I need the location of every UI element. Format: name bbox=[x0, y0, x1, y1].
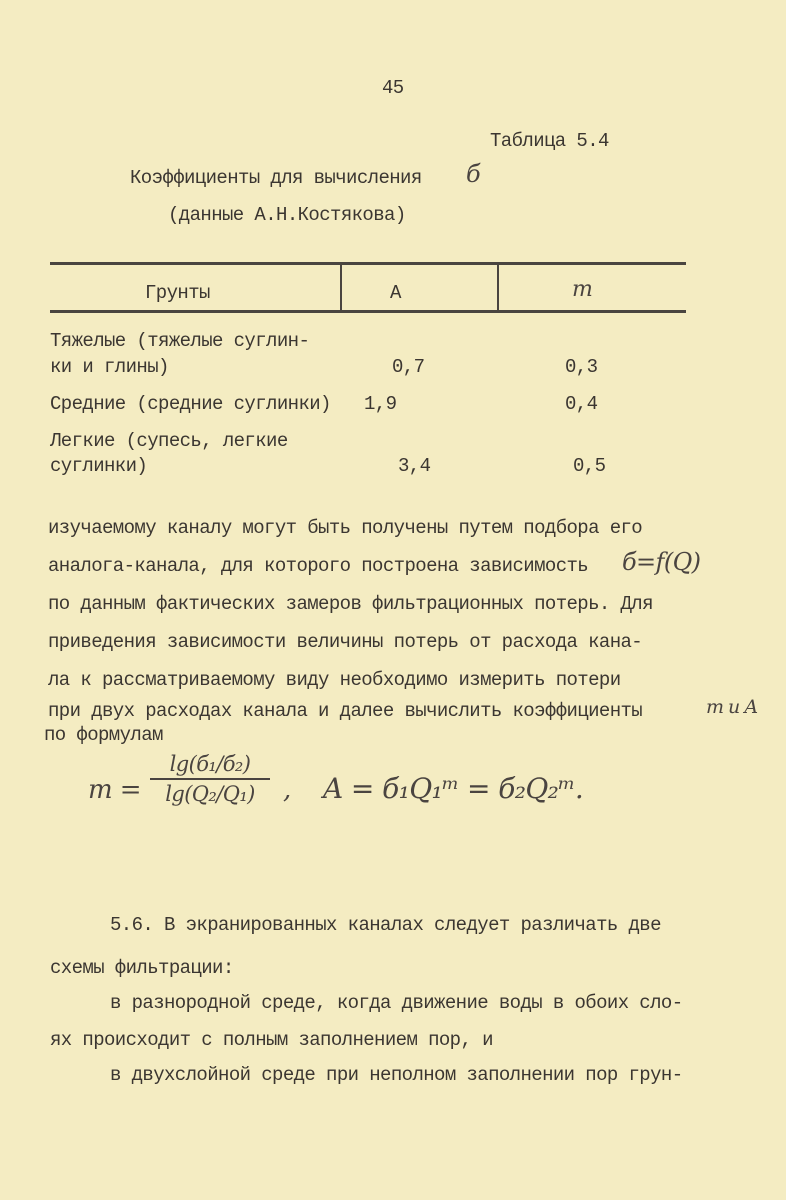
row-a-value: 0,7 bbox=[392, 356, 425, 378]
row-m-value: 0,5 bbox=[573, 455, 606, 477]
row-soil: Легкие (супесь, легкие bbox=[50, 430, 288, 452]
text-line: схемы фильтрации: bbox=[50, 957, 234, 979]
row-soil: Средние (средние суглинки) bbox=[50, 393, 331, 415]
formula-a: A = б₁Q₁ᵐ = б₂Q₂ᵐ. bbox=[323, 772, 584, 805]
table-top-rule bbox=[50, 262, 686, 265]
sigma-symbol: б bbox=[466, 160, 481, 188]
text-line: по данным фактических замеров фильтрационных потерь. Для bbox=[48, 593, 653, 615]
formula-m-lhs: m = bbox=[88, 775, 141, 805]
table-title: Коэффициенты для вычисления bbox=[130, 167, 422, 189]
text-line: в разнородной среде, когда движение воды в обоих сло- bbox=[110, 992, 683, 1014]
inline-coefficients: m и A bbox=[706, 696, 758, 718]
text-line: изучаемому каналу могут быть получены путем подбора его bbox=[48, 517, 643, 539]
text-line: в двухслойной среде при неполном заполнении пор грун- bbox=[110, 1064, 683, 1086]
text-line: ла к рассматриваемому виду необходимо измерить потери bbox=[48, 669, 621, 691]
formula-m-fraction bbox=[150, 752, 270, 806]
row-a-value: 3,4 bbox=[398, 455, 431, 477]
table-label: Таблица 5.4 bbox=[490, 130, 609, 152]
fraction-bar bbox=[150, 778, 270, 780]
formula-numerator: lg(б₁/б₂) bbox=[169, 752, 251, 776]
row-m-value: 0,3 bbox=[565, 356, 598, 378]
formula-separator: , bbox=[283, 775, 291, 805]
table-header-rule bbox=[50, 310, 686, 313]
text-line: 5.6. В экранированных каналах следует различать две bbox=[110, 914, 661, 936]
row-soil: суглинки) bbox=[50, 455, 148, 477]
text-line: по формулам bbox=[44, 724, 163, 746]
row-a-value: 1,9 bbox=[364, 393, 397, 415]
text-line: приведения зависимости величины потерь от расхода кана- bbox=[48, 631, 643, 653]
header-m: m bbox=[572, 277, 593, 302]
header-soils: Грунты bbox=[145, 282, 210, 304]
text-line: аналога-канала, для которого построена зависимость bbox=[48, 555, 589, 577]
column-divider bbox=[340, 262, 342, 312]
inline-formula: б=f(Q) bbox=[622, 548, 701, 576]
text-line: при двух расходах канала и далее вычислить коэффициенты bbox=[48, 700, 643, 722]
page-number: 45 bbox=[382, 77, 404, 99]
column-divider bbox=[497, 262, 499, 312]
row-soil: Тяжелые (тяжелые суглин- bbox=[50, 330, 310, 352]
header-a: А bbox=[390, 282, 401, 304]
formula-denominator: lg(Q₂/Q₁) bbox=[165, 782, 255, 806]
row-soil: ки и глины) bbox=[50, 356, 169, 378]
row-m-value: 0,4 bbox=[565, 393, 598, 415]
table-subtitle: (данные А.Н.Костякова) bbox=[168, 204, 406, 226]
text-line: ях происходит с полным заполнением пор, и bbox=[50, 1029, 493, 1051]
